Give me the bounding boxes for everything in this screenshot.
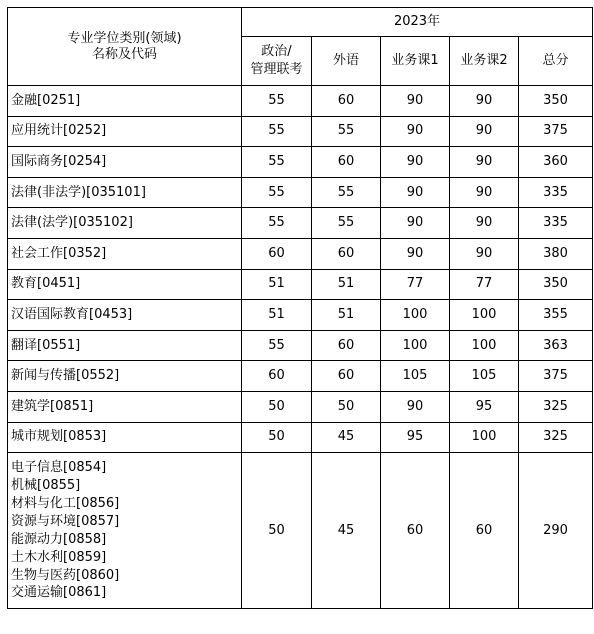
politics-score-cell: 50: [242, 391, 312, 422]
total-score-cell: 350: [519, 269, 593, 300]
table-row: [8, 300, 593, 331]
score-table: [7, 7, 593, 609]
total-score-cell: 355: [519, 300, 593, 331]
politics-score-cell: 60: [242, 238, 312, 269]
total-score-cell: 360: [519, 147, 593, 178]
course1-score-cell: 90: [381, 86, 450, 117]
group-major-name: 电子信息[0854]: [11, 460, 107, 476]
course1-score-cell: 90: [381, 208, 450, 239]
total-score-cell: 363: [519, 330, 593, 361]
header-row-year: [8, 8, 593, 37]
course2-score-cell: 105: [450, 361, 519, 392]
table-row: [8, 147, 593, 178]
politics-score-cell: 51: [242, 269, 312, 300]
group-major-name: 生物与医药[0860]: [11, 567, 120, 583]
major-name-cell: 建筑学[0851]: [8, 391, 242, 422]
group-major-name: 资源与环境[0857]: [11, 513, 120, 529]
group-major-name: 能源动力[0858]: [11, 531, 107, 547]
major-name-cell: 翻译[0551]: [8, 330, 242, 361]
table-row: [8, 238, 593, 269]
major-name-cell: 国际商务[0254]: [8, 147, 242, 178]
group-major-names-cell: [8, 453, 242, 609]
year-header: 2023年: [242, 8, 593, 37]
total-score-cell: 335: [519, 177, 593, 208]
foreign-score-cell: 60: [312, 86, 381, 117]
group-major-name: 机械[0855]: [11, 478, 81, 494]
politics-score-cell: 55: [242, 116, 312, 147]
major-name-cell: 汉语国际教育[0453]: [8, 300, 242, 331]
foreign-score-cell: 60: [312, 361, 381, 392]
table-row: [8, 269, 593, 300]
politics-score-cell: 50: [242, 422, 312, 453]
group-major-name: 材料与化工[0856]: [11, 495, 120, 511]
foreign-score-cell: 60: [312, 330, 381, 361]
table-row: [8, 361, 593, 392]
foreign-score-cell: 55: [312, 208, 381, 239]
politics-score-cell: 50: [242, 453, 312, 609]
major-name-cell: 应用统计[0252]: [8, 116, 242, 147]
foreign-score-cell: 55: [312, 116, 381, 147]
total-score-cell: 325: [519, 391, 593, 422]
total-column-header: 总分: [519, 37, 593, 86]
course2-score-cell: 60: [450, 453, 519, 609]
major-column-header: [8, 8, 242, 86]
foreign-score-cell: 55: [312, 177, 381, 208]
major-name-cell: 金融[0251]: [8, 86, 242, 117]
politics-score-cell: 55: [242, 330, 312, 361]
course2-column-header: 业务课2: [450, 37, 519, 86]
foreign-score-cell: 60: [312, 147, 381, 178]
major-header-line2: 名称及代码: [91, 46, 157, 62]
group-major-name: 土木水利[0859]: [11, 549, 107, 565]
politics-score-cell: 55: [242, 177, 312, 208]
course2-score-cell: 90: [450, 208, 519, 239]
course2-score-cell: 90: [450, 147, 519, 178]
course1-column-header: 业务课1: [381, 37, 450, 86]
course2-score-cell: 90: [450, 177, 519, 208]
major-header-line1: 专业学位类别(领域): [67, 30, 182, 46]
course2-score-cell: 95: [450, 391, 519, 422]
foreign-score-cell: 51: [312, 300, 381, 331]
major-name-cell: 法律(非法学)[035101]: [8, 177, 242, 208]
major-name-cell: 法律(法学)[035102]: [8, 208, 242, 239]
table-row: [8, 86, 593, 117]
politics-score-cell: 55: [242, 147, 312, 178]
major-name-cell: 城市规划[0853]: [8, 422, 242, 453]
politics-score-cell: 55: [242, 86, 312, 117]
total-score-cell: 375: [519, 361, 593, 392]
course2-score-cell: 100: [450, 300, 519, 331]
group-major-name: 交通运输[0861]: [11, 585, 107, 601]
foreign-score-cell: 50: [312, 391, 381, 422]
course2-score-cell: 77: [450, 269, 519, 300]
politics-header-line1: 政治/: [261, 44, 292, 59]
politics-score-cell: 55: [242, 208, 312, 239]
course1-score-cell: 95: [381, 422, 450, 453]
foreign-score-cell: 45: [312, 422, 381, 453]
major-name-cell: 社会工作[0352]: [8, 238, 242, 269]
politics-column-header: [242, 37, 312, 86]
course2-score-cell: 100: [450, 422, 519, 453]
politics-score-cell: 60: [242, 361, 312, 392]
table-row: [8, 391, 593, 422]
total-score-cell: 335: [519, 208, 593, 239]
table-row: [8, 422, 593, 453]
course2-score-cell: 90: [450, 86, 519, 117]
table-row: [8, 208, 593, 239]
table-row: [8, 116, 593, 147]
course2-score-cell: 100: [450, 330, 519, 361]
course1-score-cell: 90: [381, 177, 450, 208]
course2-score-cell: 90: [450, 116, 519, 147]
major-name-cell: 教育[0451]: [8, 269, 242, 300]
course2-score-cell: 90: [450, 238, 519, 269]
table-row: [8, 330, 593, 361]
course1-score-cell: 77: [381, 269, 450, 300]
course1-score-cell: 100: [381, 330, 450, 361]
total-score-cell: 350: [519, 86, 593, 117]
table-row: [8, 177, 593, 208]
major-name-cell: 新闻与传播[0552]: [8, 361, 242, 392]
total-score-cell: 380: [519, 238, 593, 269]
total-score-cell: 290: [519, 453, 593, 609]
course1-score-cell: 90: [381, 116, 450, 147]
total-score-cell: 375: [519, 116, 593, 147]
course1-score-cell: 105: [381, 361, 450, 392]
course1-score-cell: 60: [381, 453, 450, 609]
course1-score-cell: 90: [381, 238, 450, 269]
course1-score-cell: 90: [381, 391, 450, 422]
foreign-score-cell: 51: [312, 269, 381, 300]
foreign-column-header: 外语: [312, 37, 381, 86]
total-score-cell: 325: [519, 422, 593, 453]
course1-score-cell: 100: [381, 300, 450, 331]
foreign-score-cell: 45: [312, 453, 381, 609]
politics-score-cell: 51: [242, 300, 312, 331]
course1-score-cell: 90: [381, 147, 450, 178]
foreign-score-cell: 60: [312, 238, 381, 269]
table-row-group: [8, 453, 593, 609]
politics-header-line2: 管理联考: [250, 62, 303, 77]
